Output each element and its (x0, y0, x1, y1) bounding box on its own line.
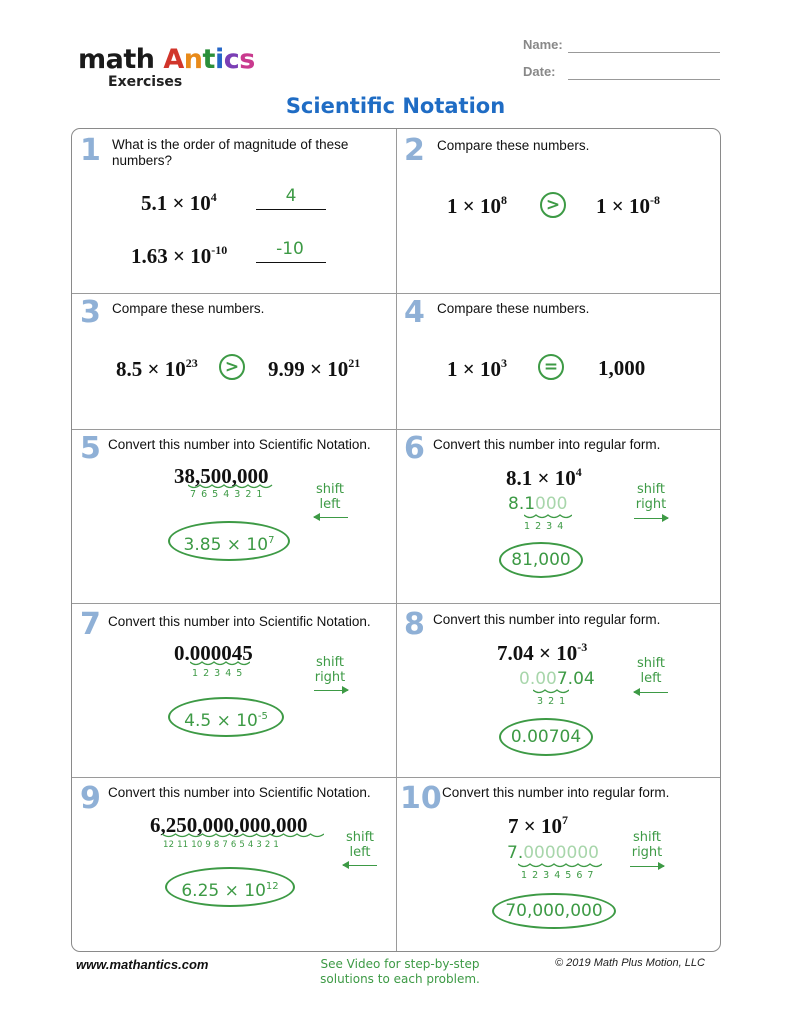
problem-question: Convert this number into regular form. (433, 612, 661, 627)
expression: $9.99 \times 10^{21}$ (268, 356, 361, 381)
work-shift: 7.0000000 (507, 843, 599, 863)
arrow-right-icon (314, 690, 348, 691)
problem-number: 4 (404, 295, 425, 330)
problem-number: 8 (404, 607, 425, 642)
problem-question: Compare these numbers. (112, 301, 265, 316)
comparison-symbol: = (538, 354, 564, 380)
expression: $1 \times 10^{-8}$ (596, 193, 660, 218)
shift-label: shift left (345, 830, 375, 860)
problem-number: 5 (80, 431, 101, 466)
footer-website-link[interactable]: www.mathantics.com (76, 957, 209, 972)
arrow-right-icon (634, 518, 668, 519)
name-label: Name: (523, 37, 563, 52)
work-shift: 8.1000 (508, 494, 568, 514)
date-field[interactable] (568, 79, 720, 80)
problem-number: 6 (404, 431, 425, 466)
arrow-left-icon (343, 865, 377, 866)
answer-value: 4 (285, 186, 297, 206)
given-number: 0.000045 (174, 641, 253, 665)
problem-question: Convert this number into regular form. (433, 437, 661, 452)
expression: $1.63 \times 10^{-10}$ (131, 243, 228, 268)
answer-oval: 0.00704 (499, 718, 593, 756)
arrow-left-icon (634, 692, 668, 693)
problem-question: Convert this number into Scientific Notation. (108, 785, 371, 800)
given-number: 6,250,000,000,000 (150, 813, 308, 837)
expression: $5.1 \times 10^4$ (141, 190, 217, 215)
problem-number: 3 (80, 295, 101, 330)
hop-marks (533, 689, 569, 694)
expression: 1,000 (598, 356, 646, 380)
given-number: 38,500,000 (174, 464, 269, 488)
shift-label: shift left (315, 482, 345, 512)
shift-label: shift right (631, 830, 663, 860)
problem-question: Convert this number into Scientific Notation. (108, 614, 371, 629)
problem-question: What is the order of magnitude of these numbers? (112, 137, 349, 168)
hop-counts: 1 2 3 4 5 6 7 (521, 870, 595, 881)
hop-counts: 1 2 3 4 5 (192, 668, 244, 679)
expression: $8.5 \times 10^{23}$ (116, 356, 198, 381)
arrow-left-icon (314, 517, 348, 518)
hop-marks (162, 833, 324, 838)
hop-counts: 7 6 5 4 3 2 1 (190, 489, 264, 500)
logo-subtitle: Exercises (108, 74, 183, 90)
hop-marks (190, 661, 250, 666)
problem-number: 9 (80, 781, 101, 816)
answer-oval: 70,000,000 (492, 893, 616, 929)
mathantics-logo: math Antics (78, 44, 255, 75)
hop-counts: 1 2 3 4 (524, 521, 565, 532)
date-label: Date: (523, 64, 556, 79)
problem-number: 7 (80, 607, 101, 642)
answer-line (256, 262, 326, 263)
shift-label: shift right (635, 482, 667, 512)
problem-number: 2 (404, 133, 425, 168)
expression: $1 \times 10^8$ (447, 193, 507, 218)
answer-oval: 81,000 (499, 542, 583, 578)
shift-label: shift left (636, 656, 666, 686)
answer-line (256, 209, 326, 210)
problem-question: Compare these numbers. (437, 301, 590, 316)
problem-question: Compare these numbers. (437, 138, 590, 153)
problem-question: Convert this number into Scientific Notation. (108, 437, 371, 452)
work-shift: 0.007.04 (519, 669, 595, 689)
answer-oval: $6.25 \times 10^{12}$ (165, 867, 295, 907)
answer-value: -10 (276, 239, 304, 259)
answer-oval: $3.85 \times 10^7$ (168, 521, 290, 561)
expression: $7.04 \times 10^{-3}$ (497, 640, 588, 665)
page-title: Scientific Notation (285, 94, 506, 118)
expression: $7 \times 10^7$ (508, 813, 568, 838)
expression: $1 \times 10^3$ (447, 356, 507, 381)
problem-number: 10 (400, 781, 442, 816)
comparison-symbol: > (219, 354, 245, 380)
hop-marks (518, 863, 602, 868)
column-divider (396, 129, 397, 951)
shift-label: shift right (314, 655, 346, 685)
answer-oval: $4.5 \times 10^{-5}$ (168, 697, 284, 737)
problem-number: 1 (80, 133, 101, 168)
hop-marks (524, 514, 572, 519)
arrow-right-icon (630, 866, 664, 867)
footer-copyright: © 2019 Math Plus Motion, LLC (555, 957, 705, 969)
hop-counts: 3 2 1 (537, 696, 567, 707)
footer-note: See Video for step-by-step solutions to each problem. (320, 957, 480, 986)
expression: $8.1 \times 10^4$ (506, 465, 582, 490)
name-field[interactable] (568, 52, 720, 53)
hop-counts: 12 11 10 9 8 7 6 5 4 3 2 1 (163, 840, 280, 850)
problem-question: Convert this number into regular form. (442, 785, 670, 800)
comparison-symbol: > (540, 192, 566, 218)
